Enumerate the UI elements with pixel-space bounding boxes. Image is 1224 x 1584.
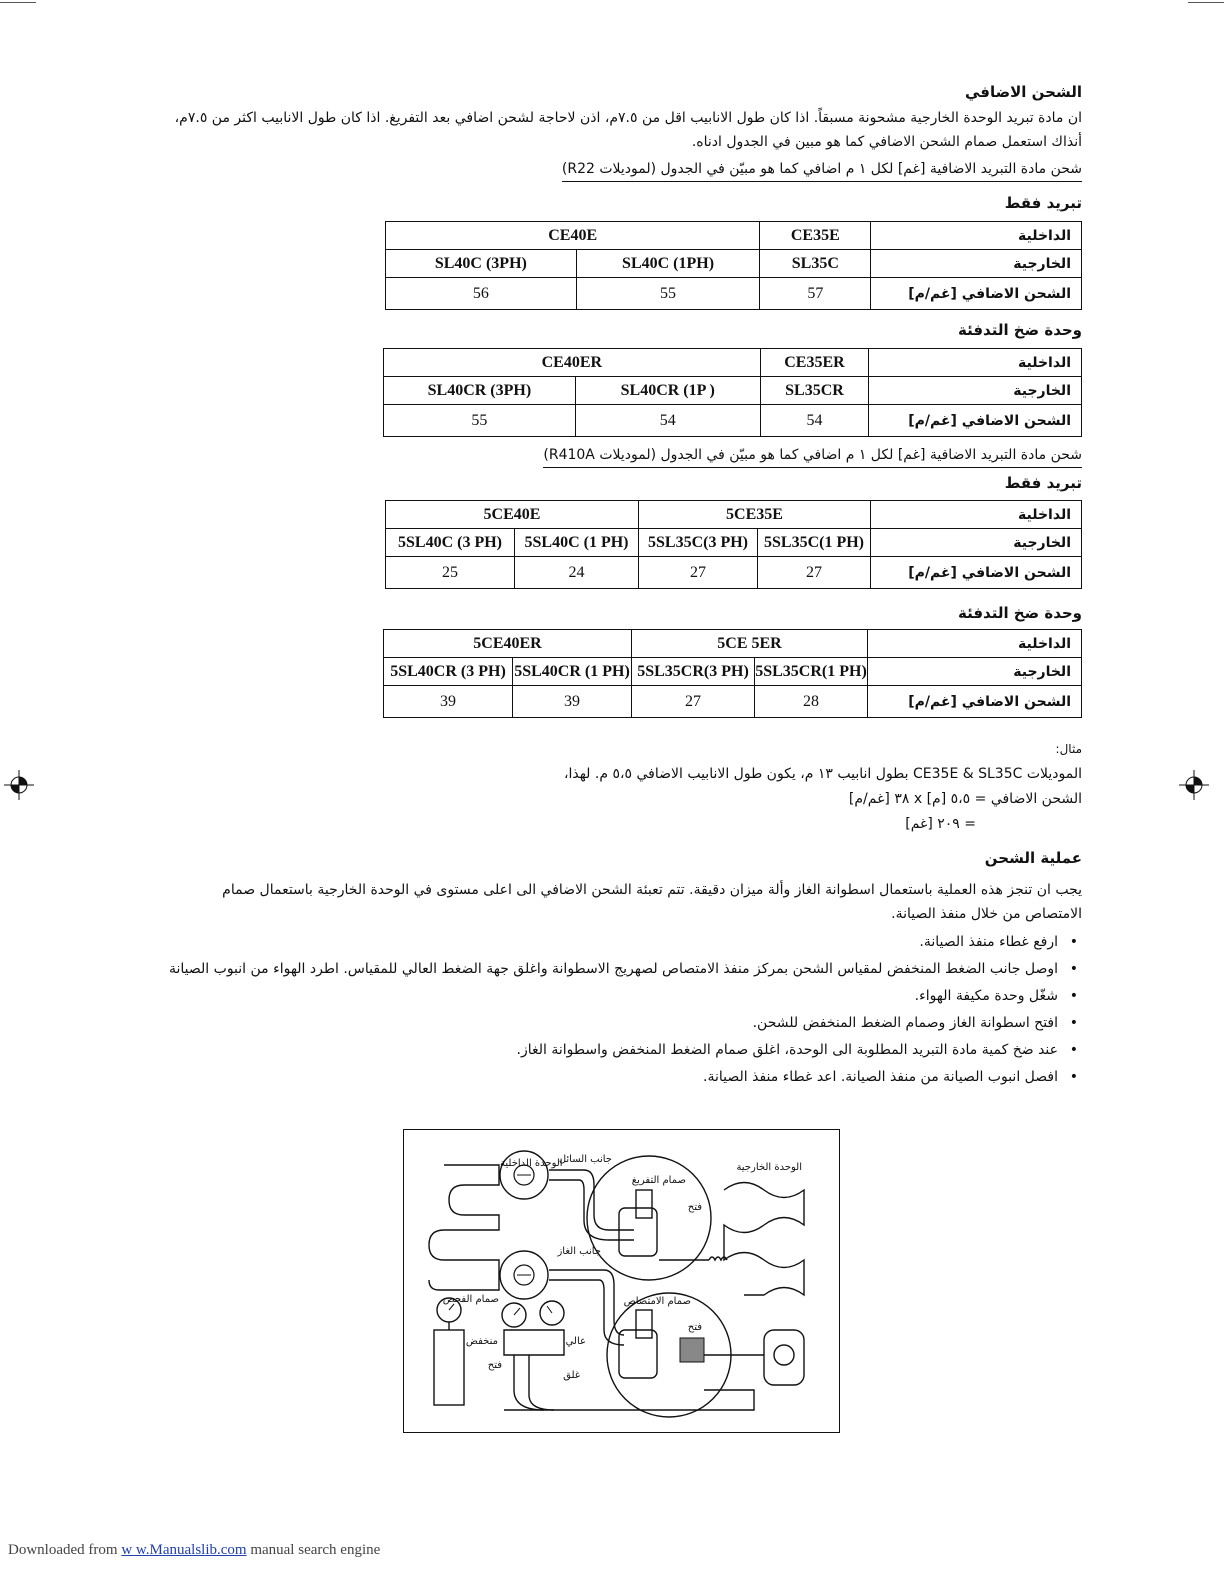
table-cell: 5SL35C(3 PH) [639, 529, 758, 557]
refrigerant-circuit-drawing [404, 1130, 839, 1432]
table-cell: 5SL40C (1 PH) [515, 529, 639, 557]
row-label-indoor: الداخلية [871, 501, 1082, 529]
table-r22-heat-pump [383, 348, 1082, 437]
table-cell: 5SL35C(1 PH) [758, 529, 871, 557]
footer-prefix: Downloaded from [8, 1542, 118, 1558]
list-item: • افصل انبوب الصيانة من منفذ الصيانة. اعد غطاء منفذ الصيانة. [156, 1068, 1082, 1086]
row-label-outdoor: الخارجية [871, 250, 1082, 278]
label-discharge-valve: صمام التفريغ [631, 1175, 686, 1186]
label-low: منخفض [465, 1336, 498, 1347]
example-line-3: = ٢٠٩ [غم] [905, 816, 976, 832]
row-label-indoor: الداخلية [868, 630, 1082, 658]
label-suction-valve: صمام الامتصاص [623, 1296, 691, 1307]
r410a-caption: شحن مادة التبريد الاضافية [غم] لكل ١ م اضافي كما هو مبيّن في الجدول (لموديلات R410A) [543, 444, 1082, 468]
manualslib-link[interactable]: w w.Manualslib.com [121, 1542, 247, 1558]
example-label: مثال: [1055, 742, 1082, 756]
heading-charging-procedure: عملية الشحن [984, 849, 1082, 867]
label-liquid-side: جانب السائل [558, 1154, 612, 1165]
table-cell: SL35CR [760, 377, 869, 405]
row-label-indoor: الداخلية [871, 222, 1082, 250]
row-label-outdoor: الخارجية [868, 658, 1082, 686]
row-label-outdoor: الخارجية [871, 529, 1082, 557]
table-r410a-cooling-only [385, 500, 1082, 589]
table-cell: 27 [639, 557, 758, 589]
row-label-outdoor: الخارجية [869, 377, 1082, 405]
table-cell: 57 [760, 278, 871, 310]
table-cell: 5SL35CR(1 PH) [755, 658, 868, 686]
table-cell: 5SL35CR(3 PH) [632, 658, 755, 686]
label-outdoor-unit: الوحدة الخارجية [736, 1162, 802, 1173]
filter-drier [680, 1338, 704, 1362]
table-cell: 24 [515, 557, 639, 589]
table-cell: 5CE40E [386, 501, 639, 529]
row-label-charge: الشحن الاضافي [غم/م] [871, 278, 1082, 310]
procedure-steps [156, 933, 1082, 1095]
para-line-1: ان مادة تبريد الوحدة الخارجية مشحونة مسبقاً. اذا كان طول الانابيب اقل من ٧.٥م، اذن لاحاجة لشحن اضافي بعد التفريغ. اذا كان طول الانابيب اكثر من ٧.٥م، [174, 110, 1082, 126]
label-open-1: فتح [687, 1202, 702, 1213]
heading-additional-charge: الشحن الاضافي [964, 83, 1082, 101]
table-cell: 55 [576, 278, 760, 310]
registration-mark-left [4, 770, 34, 800]
table-cell: 5SL40CR (3 PH) [384, 658, 513, 686]
table-cell: CE35ER [760, 349, 869, 377]
label-high: عالي [565, 1336, 586, 1347]
table-cell: 39 [384, 686, 513, 718]
table-r410a-heat-pump [383, 629, 1082, 718]
table-cell: SL40C (1PH) [576, 250, 760, 278]
table-cell: 55 [384, 405, 576, 437]
row-label-indoor: الداخلية [869, 349, 1082, 377]
row-label-charge: الشحن الاضافي [غم/م] [868, 686, 1082, 718]
list-item: • شغّل وحدة مكيفة الهواء. [156, 987, 1082, 1005]
table-cell: 5CE 5ER [632, 630, 868, 658]
table-cell: 5SL40CR (1 PH) [513, 658, 632, 686]
table-cell: 28 [755, 686, 868, 718]
table-cell: 25 [386, 557, 515, 589]
row-label-charge: الشحن الاضافي [غم/م] [869, 405, 1082, 437]
table2-title: وحدة ضخ التدفئة [957, 321, 1082, 339]
label-gas-side: جانب الغاز [557, 1246, 601, 1257]
table-cell: 27 [632, 686, 755, 718]
charging-diagram [403, 1129, 840, 1433]
list-item: • اوصل جانب الضغط المنخفض لمقياس الشحن بمركز منفذ الامتصاص لصهريج الاسطوانة واغلق جهة الضغط العالي للمقياس. اطرد الهواء من انبوب الصيانة [156, 960, 1082, 978]
r22-caption: شحن مادة التبريد الاضافية [غم] لكل ١ م اضافي كما هو مبيّن في الجدول (لموديلات R22) [562, 158, 1082, 182]
list-item: • عند ضخ كمية مادة التبريد المطلوبة الى الوحدة، اغلق صمام الضغط المنخفض واسطوانة الغاز. [156, 1041, 1082, 1059]
table-r22-cooling-only [385, 221, 1082, 310]
footer [8, 1542, 380, 1559]
table4-title: وحدة ضخ التدفئة [957, 604, 1082, 622]
table-cell: 27 [758, 557, 871, 589]
table-cell: SL40C (3PH) [386, 250, 577, 278]
table-cell: 56 [386, 278, 577, 310]
procedure-para-line-2: الامتصاص من خلال منفذ الصيانة. [891, 906, 1082, 922]
list-item: • ارفع غطاء منفذ الصيانة. [156, 933, 1082, 951]
label-check-valve: صمام الفحص [442, 1294, 499, 1305]
para-line-2: أنذاك استعمل صمام الشحن الاضافي كما هو مبين في الجدول ادناه. [691, 134, 1082, 150]
table-cell: CE40E [386, 222, 760, 250]
table-cell: SL40CR (3PH) [384, 377, 576, 405]
table1-title: تبريد فقط [1004, 194, 1082, 212]
table-cell: 39 [513, 686, 632, 718]
footer-suffix: manual search engine [250, 1542, 381, 1558]
procedure-para-line-1: يجب ان تنجز هذه العملية باستعمال اسطوانة الغاز وألة ميزان دقيقة. تتم تعبئة الشحن الاضافي الى اعلى مستوى في الوحدة الخارجية باستعمال صمام [222, 882, 1082, 898]
example-line-1: الموديلات CE35E & SL35C بطول انابيب ١٣ م، يكون طول الانابيب الاضافي ٥،٥ م. لهذا، [563, 766, 1082, 782]
table-cell: SL40CR (1P ) [575, 377, 760, 405]
label-indoor-unit: الوحدة الداخلية [500, 1158, 563, 1169]
label-open-2: فتح [687, 1322, 702, 1333]
table-cell: 5CE35E [639, 501, 871, 529]
table-cell: CE40ER [384, 349, 761, 377]
table-cell: 5SL40C (3 PH) [386, 529, 515, 557]
table-cell: 54 [575, 405, 760, 437]
table3-title: تبريد فقط [1004, 474, 1082, 492]
example-line-2: الشحن الاضافي = ٥،٥ [م] x ٣٨ [غم/م] [848, 791, 1082, 807]
table-cell: SL35C [760, 250, 871, 278]
label-open-3: فتح [487, 1360, 502, 1371]
label-close: غلق [563, 1370, 580, 1381]
crop-mark-top-right [1188, 2, 1224, 3]
registration-mark-right [1179, 770, 1209, 800]
table-cell: 5CE40ER [384, 630, 632, 658]
table-cell: 54 [760, 405, 869, 437]
list-item: • افتح اسطوانة الغاز وصمام الضغط المنخفض للشحن. [156, 1014, 1082, 1032]
row-label-charge: الشحن الاضافي [غم/م] [871, 557, 1082, 589]
table-cell: CE35E [760, 222, 871, 250]
crop-mark-top-left [0, 2, 36, 3]
